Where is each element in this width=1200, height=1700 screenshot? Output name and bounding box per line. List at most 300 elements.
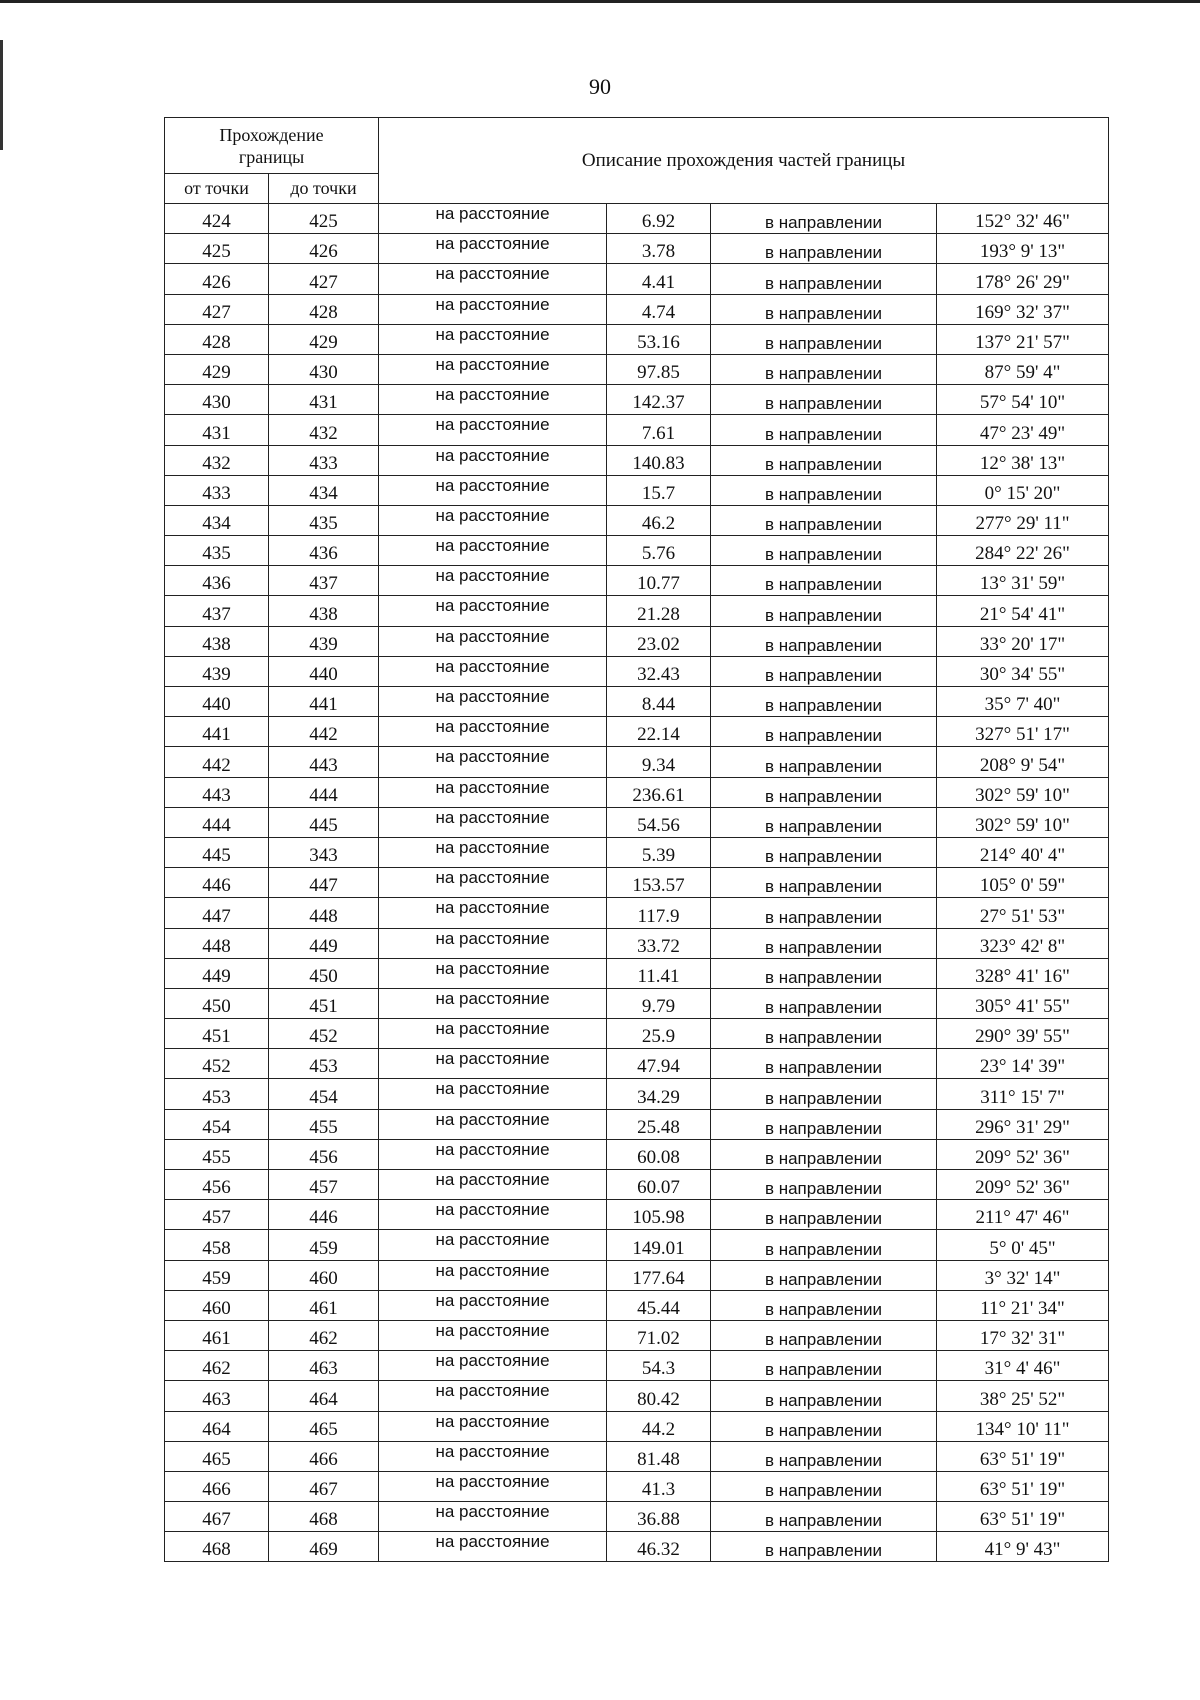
distance-value: 21.28: [607, 596, 711, 626]
to-point-cell: 453: [269, 1049, 379, 1079]
bearing-value: 284° 22' 26": [937, 536, 1109, 566]
distance-value: 32.43: [607, 656, 711, 686]
to-point-cell: 468: [269, 1502, 379, 1532]
to-point-cell: 439: [269, 626, 379, 656]
table-row: [165, 777, 1109, 807]
distance-value: 5.39: [607, 837, 711, 867]
from-point-cell: 429: [165, 354, 269, 384]
bearing-value: 305° 41' 55": [937, 988, 1109, 1018]
table-row: [165, 1290, 1109, 1320]
distance-value: 23.02: [607, 626, 711, 656]
bearing-value: 209° 52' 36": [937, 1139, 1109, 1169]
boundary-table: [164, 117, 1109, 1562]
distance-value: 46.2: [607, 505, 711, 535]
direction-label: в направлении: [711, 445, 937, 475]
table-row: [165, 415, 1109, 445]
from-point-cell: 427: [165, 294, 269, 324]
distance-label: на расстояние: [379, 1320, 607, 1350]
to-point-cell: 428: [269, 294, 379, 324]
distance-label: на расстояние: [379, 626, 607, 656]
direction-label: в направлении: [711, 626, 937, 656]
distance-label: на расстояние: [379, 566, 607, 596]
distance-value: 60.07: [607, 1170, 711, 1200]
distance-label: на расстояние: [379, 777, 607, 807]
to-point-cell: 465: [269, 1411, 379, 1441]
table-row: [165, 385, 1109, 415]
distance-value: 9.34: [607, 747, 711, 777]
direction-label: в направлении: [711, 777, 937, 807]
bearing-value: 27° 51' 53": [937, 898, 1109, 928]
table-row: [165, 1200, 1109, 1230]
direction-label: в направлении: [711, 1381, 937, 1411]
table-row: [165, 988, 1109, 1018]
table-row: [165, 1109, 1109, 1139]
table-row: [165, 1532, 1109, 1562]
distance-value: 4.41: [607, 264, 711, 294]
to-point-cell: 449: [269, 928, 379, 958]
table-row: [165, 1411, 1109, 1441]
bearing-value: 311° 15' 7": [937, 1079, 1109, 1109]
distance-label: на расстояние: [379, 898, 607, 928]
distance-value: 25.9: [607, 1019, 711, 1049]
to-point-cell: 343: [269, 837, 379, 867]
distance-label: на расстояние: [379, 1049, 607, 1079]
bearing-value: 21° 54' 41": [937, 596, 1109, 626]
distance-label: на расстояние: [379, 837, 607, 867]
distance-label: на расстояние: [379, 747, 607, 777]
to-point-cell: 469: [269, 1532, 379, 1562]
table-row: [165, 1230, 1109, 1260]
to-point-cell: 435: [269, 505, 379, 535]
distance-value: 53.16: [607, 324, 711, 354]
to-point-cell: 450: [269, 958, 379, 988]
table-row: [165, 475, 1109, 505]
from-point-cell: 433: [165, 475, 269, 505]
to-point-cell: 443: [269, 747, 379, 777]
table-row: [165, 1019, 1109, 1049]
table-row: [165, 264, 1109, 294]
from-point-cell: 456: [165, 1170, 269, 1200]
distance-value: 97.85: [607, 354, 711, 384]
to-point-cell: 455: [269, 1109, 379, 1139]
page-number: 90: [589, 74, 611, 99]
table-row: [165, 837, 1109, 867]
table-row: [165, 445, 1109, 475]
direction-label: в направлении: [711, 1532, 937, 1562]
table-row: [165, 294, 1109, 324]
distance-value: 71.02: [607, 1320, 711, 1350]
distance-label: на расстояние: [379, 234, 607, 264]
distance-value: 44.2: [607, 1411, 711, 1441]
distance-value: 33.72: [607, 928, 711, 958]
bearing-value: 137° 21' 57": [937, 324, 1109, 354]
distance-label: на расстояние: [379, 1109, 607, 1139]
table-row: [165, 747, 1109, 777]
header-passage: Прохождение границы: [165, 118, 379, 174]
direction-label: в направлении: [711, 385, 937, 415]
from-point-cell: 467: [165, 1502, 269, 1532]
to-point-cell: 446: [269, 1200, 379, 1230]
from-point-cell: 450: [165, 988, 269, 1018]
table-row: [165, 566, 1109, 596]
bearing-value: 13° 31' 59": [937, 566, 1109, 596]
from-point-cell: 442: [165, 747, 269, 777]
distance-value: 25.48: [607, 1109, 711, 1139]
distance-label: на расстояние: [379, 868, 607, 898]
table-row: [165, 1381, 1109, 1411]
direction-label: в направлении: [711, 324, 937, 354]
bearing-value: 30° 34' 55": [937, 656, 1109, 686]
direction-label: в направлении: [711, 868, 937, 898]
distance-value: 22.14: [607, 717, 711, 747]
direction-label: в направлении: [711, 1019, 937, 1049]
bearing-value: 208° 9' 54": [937, 747, 1109, 777]
table-row: [165, 1502, 1109, 1532]
bearing-value: 11° 21' 34": [937, 1290, 1109, 1320]
direction-label: в направлении: [711, 1441, 937, 1471]
bearing-value: 134° 10' 11": [937, 1411, 1109, 1441]
direction-label: в направлении: [711, 717, 937, 747]
direction-label: в направлении: [711, 1411, 937, 1441]
distance-label: на расстояние: [379, 687, 607, 717]
from-point-cell: 430: [165, 385, 269, 415]
from-point-cell: 454: [165, 1109, 269, 1139]
distance-label: на расстояние: [379, 1079, 607, 1109]
to-point-cell: 466: [269, 1441, 379, 1471]
bearing-value: 63° 51' 19": [937, 1441, 1109, 1471]
from-point-cell: 453: [165, 1079, 269, 1109]
direction-label: в направлении: [711, 415, 937, 445]
to-point-cell: 454: [269, 1079, 379, 1109]
distance-value: 34.29: [607, 1079, 711, 1109]
from-point-cell: 432: [165, 445, 269, 475]
from-point-cell: 428: [165, 324, 269, 354]
direction-label: в направлении: [711, 1079, 937, 1109]
direction-label: в направлении: [711, 1320, 937, 1350]
to-point-cell: 451: [269, 988, 379, 1018]
from-point-cell: 438: [165, 626, 269, 656]
table-row: [165, 1049, 1109, 1079]
to-point-cell: 425: [269, 204, 379, 234]
direction-label: в направлении: [711, 536, 937, 566]
from-point-cell: 459: [165, 1260, 269, 1290]
distance-value: 45.44: [607, 1290, 711, 1320]
from-point-cell: 439: [165, 656, 269, 686]
direction-label: в направлении: [711, 988, 937, 1018]
to-point-cell: 434: [269, 475, 379, 505]
distance-value: 81.48: [607, 1441, 711, 1471]
table-row: [165, 354, 1109, 384]
scan-edge-line: [0, 0, 1200, 3]
to-point-cell: 444: [269, 777, 379, 807]
direction-label: в направлении: [711, 1502, 937, 1532]
from-point-cell: 448: [165, 928, 269, 958]
distance-value: 153.57: [607, 868, 711, 898]
from-point-cell: 463: [165, 1381, 269, 1411]
distance-label: на расстояние: [379, 807, 607, 837]
from-point-cell: 435: [165, 536, 269, 566]
bearing-value: 5° 0' 45": [937, 1230, 1109, 1260]
direction-label: в направлении: [711, 475, 937, 505]
distance-label: на расстояние: [379, 354, 607, 384]
bearing-value: 211° 47' 46": [937, 1200, 1109, 1230]
to-point-cell: 445: [269, 807, 379, 837]
direction-label: в направлении: [711, 1260, 937, 1290]
to-point-cell: 464: [269, 1381, 379, 1411]
to-point-cell: 463: [269, 1351, 379, 1381]
direction-label: в направлении: [711, 1290, 937, 1320]
direction-label: в направлении: [711, 354, 937, 384]
direction-label: в направлении: [711, 687, 937, 717]
bearing-value: 17° 32' 31": [937, 1320, 1109, 1350]
direction-label: в направлении: [711, 234, 937, 264]
to-point-cell: 429: [269, 324, 379, 354]
distance-value: 15.7: [607, 475, 711, 505]
bearing-value: 214° 40' 4": [937, 837, 1109, 867]
bearing-value: 209° 52' 36": [937, 1170, 1109, 1200]
direction-label: в направлении: [711, 264, 937, 294]
direction-label: в направлении: [711, 505, 937, 535]
distance-value: 11.41: [607, 958, 711, 988]
distance-value: 117.9: [607, 898, 711, 928]
distance-label: на расстояние: [379, 1260, 607, 1290]
table-row: [165, 505, 1109, 535]
distance-label: на расстояние: [379, 1170, 607, 1200]
distance-label: на расстояние: [379, 264, 607, 294]
table-row: [165, 204, 1109, 234]
distance-value: 41.3: [607, 1471, 711, 1501]
to-point-cell: 461: [269, 1290, 379, 1320]
to-point-cell: 437: [269, 566, 379, 596]
to-point-cell: 440: [269, 656, 379, 686]
table-row: [165, 958, 1109, 988]
bearing-value: 296° 31' 29": [937, 1109, 1109, 1139]
table-row: [165, 536, 1109, 566]
to-point-cell: 431: [269, 385, 379, 415]
from-point-cell: 464: [165, 1411, 269, 1441]
distance-value: 149.01: [607, 1230, 711, 1260]
to-point-cell: 442: [269, 717, 379, 747]
from-point-cell: 431: [165, 415, 269, 445]
distance-value: 5.76: [607, 536, 711, 566]
distance-label: на расстояние: [379, 717, 607, 747]
to-point-cell: 457: [269, 1170, 379, 1200]
distance-value: 9.79: [607, 988, 711, 1018]
to-point-cell: 448: [269, 898, 379, 928]
header-from-point: от точки: [165, 174, 269, 204]
table-row: [165, 868, 1109, 898]
distance-value: 4.74: [607, 294, 711, 324]
bearing-value: 0° 15' 20": [937, 475, 1109, 505]
bearing-value: 302° 59' 10": [937, 807, 1109, 837]
table-row: [165, 656, 1109, 686]
bearing-value: 33° 20' 17": [937, 626, 1109, 656]
from-point-cell: 446: [165, 868, 269, 898]
direction-label: в направлении: [711, 596, 937, 626]
bearing-value: 178° 26' 29": [937, 264, 1109, 294]
direction-label: в направлении: [711, 958, 937, 988]
bearing-value: 327° 51' 17": [937, 717, 1109, 747]
distance-value: 80.42: [607, 1381, 711, 1411]
distance-value: 10.77: [607, 566, 711, 596]
direction-label: в направлении: [711, 294, 937, 324]
distance-label: на расстояние: [379, 204, 607, 234]
distance-label: на расстояние: [379, 1019, 607, 1049]
from-point-cell: 458: [165, 1230, 269, 1260]
to-point-cell: 460: [269, 1260, 379, 1290]
distance-value: 36.88: [607, 1502, 711, 1532]
from-point-cell: 424: [165, 204, 269, 234]
distance-label: на расстояние: [379, 656, 607, 686]
direction-label: в направлении: [711, 204, 937, 234]
bearing-value: 87° 59' 4": [937, 354, 1109, 384]
table-row: [165, 1079, 1109, 1109]
to-point-cell: 433: [269, 445, 379, 475]
from-point-cell: 468: [165, 1532, 269, 1562]
distance-label: на расстояние: [379, 1502, 607, 1532]
distance-value: 142.37: [607, 385, 711, 415]
from-point-cell: 447: [165, 898, 269, 928]
distance-value: 3.78: [607, 234, 711, 264]
distance-label: на расстояние: [379, 294, 607, 324]
direction-label: в направлении: [711, 656, 937, 686]
distance-label: на расстояние: [379, 1381, 607, 1411]
distance-label: на расстояние: [379, 536, 607, 566]
direction-label: в направлении: [711, 1170, 937, 1200]
to-point-cell: 430: [269, 354, 379, 384]
distance-value: 140.83: [607, 445, 711, 475]
from-point-cell: 444: [165, 807, 269, 837]
from-point-cell: 443: [165, 777, 269, 807]
distance-label: на расстояние: [379, 475, 607, 505]
table-row: [165, 626, 1109, 656]
distance-label: на расстояние: [379, 958, 607, 988]
distance-value: 46.32: [607, 1532, 711, 1562]
from-point-cell: 462: [165, 1351, 269, 1381]
bearing-value: 35° 7' 40": [937, 687, 1109, 717]
direction-label: в направлении: [711, 1471, 937, 1501]
bearing-value: 290° 39' 55": [937, 1019, 1109, 1049]
distance-value: 8.44: [607, 687, 711, 717]
table-row: [165, 898, 1109, 928]
to-point-cell: 426: [269, 234, 379, 264]
distance-label: на расстояние: [379, 1139, 607, 1169]
table-row: [165, 234, 1109, 264]
table-row: [165, 324, 1109, 354]
table-row: [165, 1170, 1109, 1200]
distance-value: 6.92: [607, 204, 711, 234]
direction-label: в направлении: [711, 837, 937, 867]
direction-label: в направлении: [711, 807, 937, 837]
to-point-cell: 427: [269, 264, 379, 294]
table-row: [165, 1351, 1109, 1381]
distance-value: 54.3: [607, 1351, 711, 1381]
bearing-value: 193° 9' 13": [937, 234, 1109, 264]
distance-value: 105.98: [607, 1200, 711, 1230]
distance-value: 60.08: [607, 1139, 711, 1169]
bearing-value: 31° 4' 46": [937, 1351, 1109, 1381]
table-row: [165, 928, 1109, 958]
from-point-cell: 460: [165, 1290, 269, 1320]
distance-label: на расстояние: [379, 415, 607, 445]
to-point-cell: 459: [269, 1230, 379, 1260]
to-point-cell: 462: [269, 1320, 379, 1350]
to-point-cell: 467: [269, 1471, 379, 1501]
from-point-cell: 461: [165, 1320, 269, 1350]
direction-label: в направлении: [711, 898, 937, 928]
bearing-value: 3° 32' 14": [937, 1260, 1109, 1290]
table-row: [165, 1441, 1109, 1471]
bearing-value: 23° 14' 39": [937, 1049, 1109, 1079]
to-point-cell: 432: [269, 415, 379, 445]
direction-label: в направлении: [711, 1230, 937, 1260]
to-point-cell: 452: [269, 1019, 379, 1049]
distance-label: на расстояние: [379, 988, 607, 1018]
distance-value: 54.56: [607, 807, 711, 837]
bearing-value: 57° 54' 10": [937, 385, 1109, 415]
from-point-cell: 436: [165, 566, 269, 596]
bearing-value: 323° 42' 8": [937, 928, 1109, 958]
distance-value: 177.64: [607, 1260, 711, 1290]
bearing-value: 41° 9' 43": [937, 1532, 1109, 1562]
bearing-value: 302° 59' 10": [937, 777, 1109, 807]
from-point-cell: 441: [165, 717, 269, 747]
to-point-cell: 447: [269, 868, 379, 898]
distance-label: на расстояние: [379, 1290, 607, 1320]
distance-label: на расстояние: [379, 1411, 607, 1441]
from-point-cell: 465: [165, 1441, 269, 1471]
direction-label: в направлении: [711, 1139, 937, 1169]
table-row: [165, 1471, 1109, 1501]
from-point-cell: 466: [165, 1471, 269, 1501]
table-row: [165, 807, 1109, 837]
bearing-value: 152° 32' 46": [937, 204, 1109, 234]
table-row: [165, 1260, 1109, 1290]
direction-label: в направлении: [711, 1200, 937, 1230]
bearing-value: 105° 0' 59": [937, 868, 1109, 898]
from-point-cell: 449: [165, 958, 269, 988]
bearing-value: 38° 25' 52": [937, 1381, 1109, 1411]
table-row: [165, 1320, 1109, 1350]
distance-value: 47.94: [607, 1049, 711, 1079]
distance-label: на расстояние: [379, 385, 607, 415]
distance-value: 7.61: [607, 415, 711, 445]
from-point-cell: 445: [165, 837, 269, 867]
table-row: [165, 687, 1109, 717]
distance-label: на расстояние: [379, 324, 607, 354]
to-point-cell: 441: [269, 687, 379, 717]
bearing-value: 328° 41' 16": [937, 958, 1109, 988]
direction-label: в направлении: [711, 1109, 937, 1139]
to-point-cell: 456: [269, 1139, 379, 1169]
distance-label: на расстояние: [379, 928, 607, 958]
distance-label: на расстояние: [379, 596, 607, 626]
bearing-value: 169° 32' 37": [937, 294, 1109, 324]
bearing-value: 47° 23' 49": [937, 415, 1109, 445]
from-point-cell: 437: [165, 596, 269, 626]
table-row: [165, 596, 1109, 626]
distance-label: на расстояние: [379, 445, 607, 475]
distance-label: на расстояние: [379, 1532, 607, 1562]
to-point-cell: 438: [269, 596, 379, 626]
distance-label: на расстояние: [379, 1471, 607, 1501]
table-row: [165, 717, 1109, 747]
bearing-value: 63° 51' 19": [937, 1502, 1109, 1532]
bearing-value: 63° 51' 19": [937, 1471, 1109, 1501]
distance-label: на расстояние: [379, 1441, 607, 1471]
distance-label: на расстояние: [379, 505, 607, 535]
from-point-cell: 426: [165, 264, 269, 294]
